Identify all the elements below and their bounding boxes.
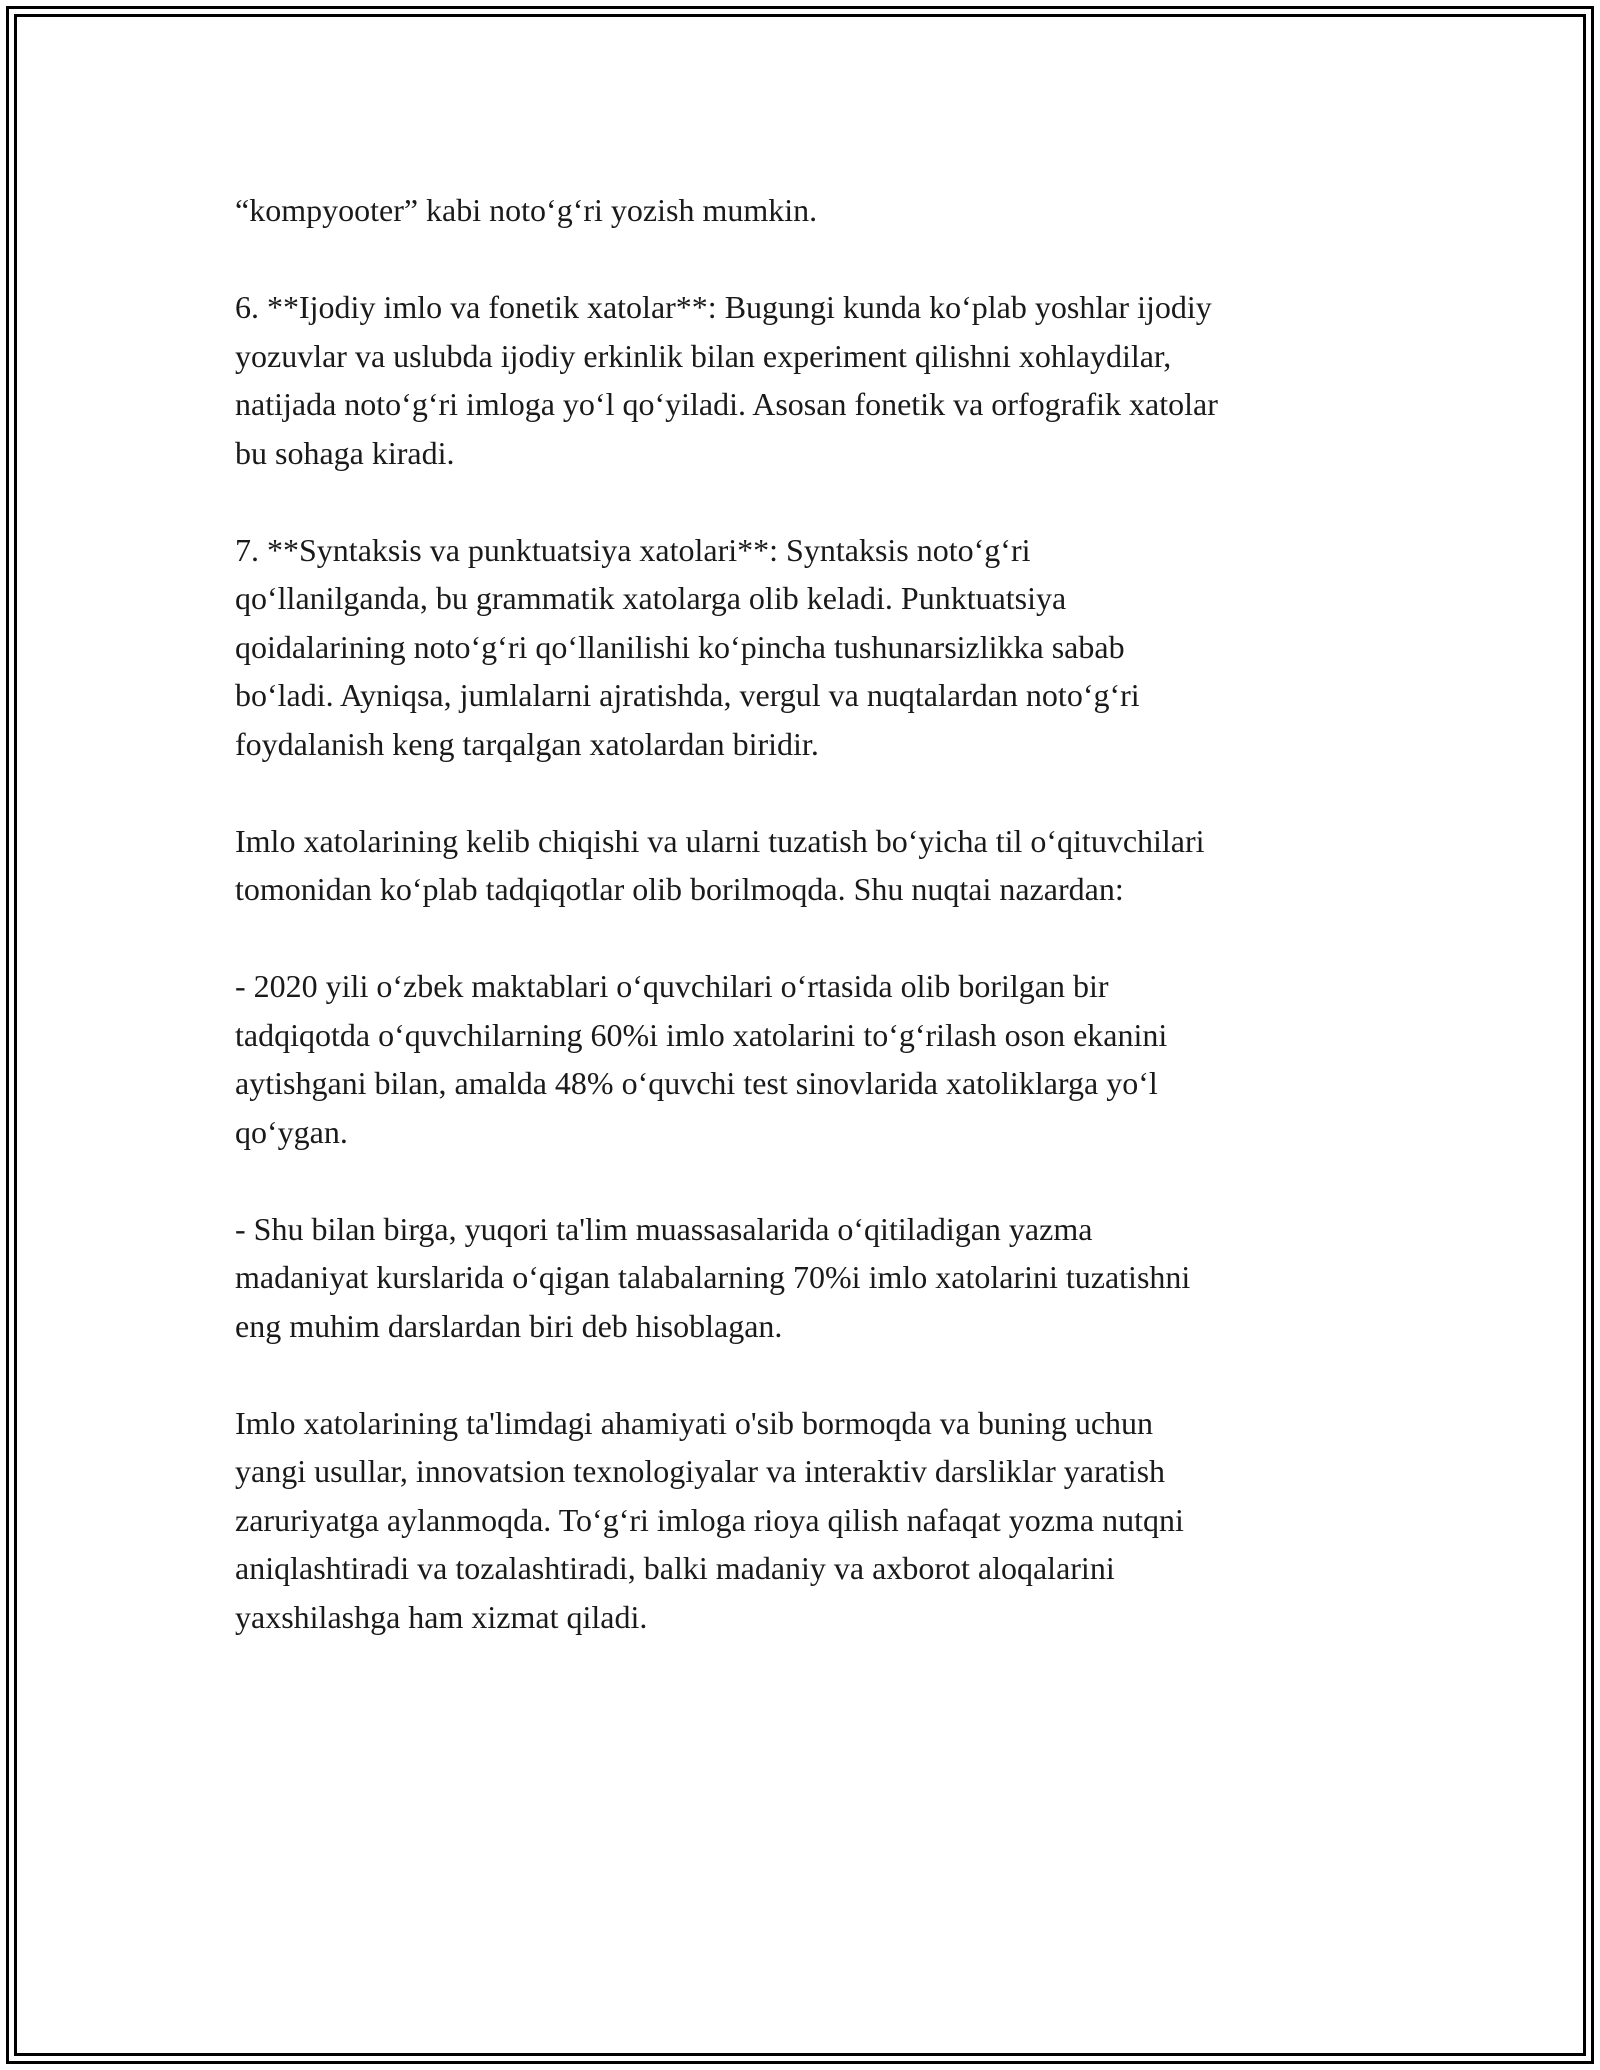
text-line: qo‘ygan.: [235, 1113, 348, 1150]
text-line: aytishgani bilan, amalda 48% o‘quvchi test sinovlarida xatoliklarga yo‘l: [235, 1065, 1158, 1101]
text-line: - Shu bilan birga, yuqori ta'lim muassasalarida o‘qitiladigan yazma: [235, 1210, 1093, 1247]
text-line: “kompyooter” kabi noto‘g‘ri yozish mumkin.: [235, 192, 818, 228]
text-line: aniqlashtiradi va tozalashtiradi, balki madaniy va axborot aloqalarini: [235, 1550, 1115, 1586]
paragraph-1: [235, 186, 1385, 235]
text-line: bu sohaga kiradi.: [235, 434, 455, 471]
text-line: natijada noto‘g‘ri imloga yo‘l qo‘yiladi. Asosan fonetik va orfografik xatolar: [235, 386, 1218, 422]
paragraph-4: [235, 817, 1385, 914]
paragraph-6: [235, 1205, 1385, 1351]
paragraph-7: [235, 1399, 1385, 1642]
text-line: tadqiqotda o‘quvchilarning 60%i imlo xatolarini to‘g‘rilash oson ekanini: [235, 1016, 1168, 1053]
text-line: 7. **Syntaksis va punktuatsiya xatolari**: Syntaksis noto‘g‘ri: [235, 531, 1031, 568]
text-line: qoidalarining noto‘g‘ri qo‘llanilishi ko‘pincha tushunarsizlikka sabab: [235, 628, 1125, 665]
text-line: Imlo xatolarining ta'limdagi ahamiyati o'sib bormoqda va buning uchun: [235, 1404, 1154, 1441]
text-line: - 2020 yili o‘zbek maktablari o‘quvchilari o‘rtasida olib borilgan bir: [235, 968, 1109, 1004]
text-line: foydalanish keng tarqalgan xatolardan biridir.: [235, 725, 819, 762]
paragraph-5: [235, 962, 1385, 1156]
text-line: madaniyat kurslarida o‘qigan talabalarning 70%i imlo xatolarini tuzatishni: [235, 1259, 1191, 1295]
text-line: yozuvlar va uslubda ijodiy erkinlik bilan experiment qilishni xohlaydilar,: [235, 337, 1172, 374]
text-line: eng muhim darslardan biri deb hisoblagan.: [235, 1307, 783, 1344]
text-line: yaxshilashga ham xizmat qiladi.: [235, 1598, 648, 1635]
text-line: Imlo xatolarining kelib chiqishi va ularni tuzatish bo‘yicha til o‘qituvchilari: [235, 822, 1205, 859]
text-line: yangi usullar, innovatsion texnologiyalar va interaktiv darsliklar yaratish: [235, 1453, 1166, 1489]
text-line: zaruriyatga aylanmoqda. To‘g‘ri imloga rioya qilish nafaqat yozma nutqni: [235, 1501, 1184, 1538]
paragraph-3: [235, 526, 1385, 769]
text-line: 6. **Ijodiy imlo va fonetik xatolar**: Bugungi kunda ko‘plab yoshlar ijodiy: [235, 289, 1212, 325]
document-body: [235, 186, 1385, 1690]
paragraph-2: [235, 283, 1385, 477]
text-line: tomonidan ko‘plab tadqiqotlar olib borilmoqda. Shu nuqtai nazardan:: [235, 871, 1124, 907]
text-line: bo‘ladi. Ayniqsa, jumlalarni ajratishda, vergul va nuqtalardan noto‘g‘ri: [235, 677, 1140, 713]
text-line: qo‘llanilganda, bu grammatik xatolarga olib keladi. Punktuatsiya: [235, 580, 1067, 616]
